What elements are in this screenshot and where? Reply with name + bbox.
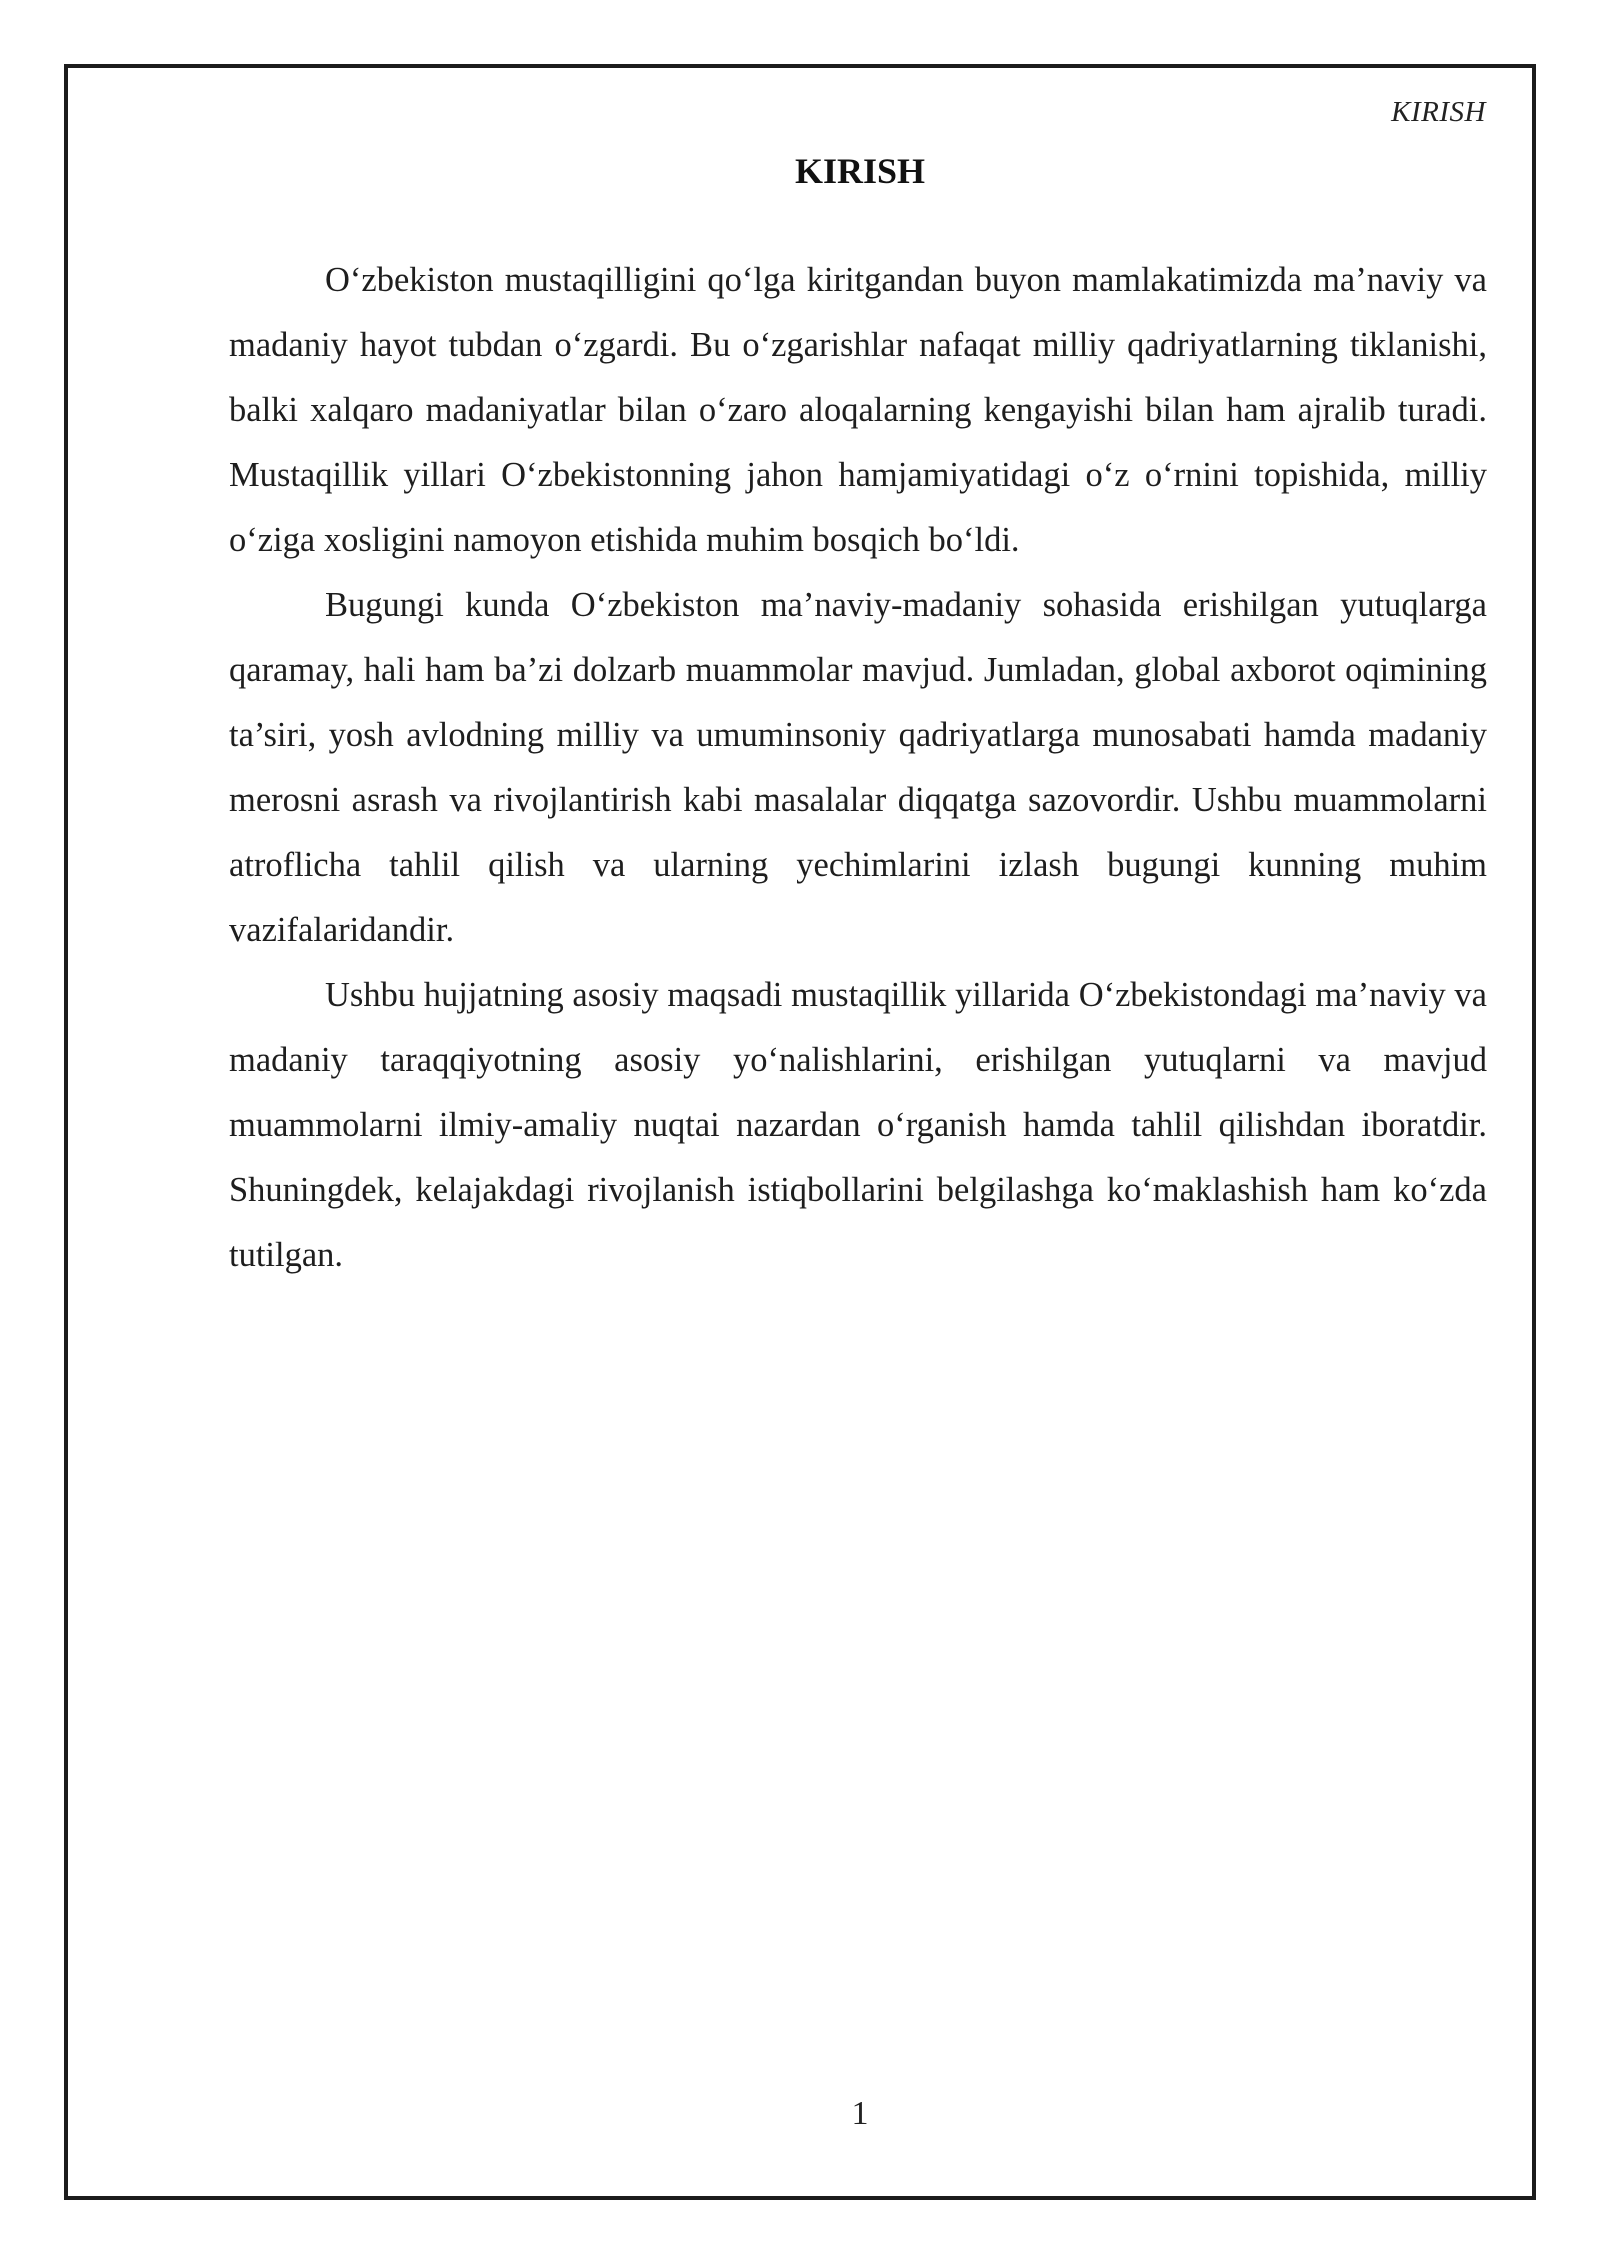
paragraph: Bugungi kunda O‘zbekiston ma’naviy-madaniy sohasida erishilgan yutuqlarga qaramay, hali ham ba’zi dolzarb muammolar mavjud. Jumladan, global axborot oqimining ta’siri, yosh avlodning milliy va umuminsoniy qadriyatlarga munosabati hamda madaniy merosni asrash va rivojlantirish kabi masalalar diqqatga sazovordir. Ushbu muammolarni atroflicha tahlil qilish va ularning yechimlarini izlash bugungi kunning muhim vazifalaridandir. — [229, 586, 1487, 949]
body-text — [229, 248, 1487, 1288]
paragraph: O‘zbekiston mustaqilligini qo‘lga kiritgandan buyon mamlakatimizda ma’naviy va madaniy hayot tubdan o‘zgardi. Bu o‘zgarishlar nafaqat milliy qadriyatlarning tiklanishi, balki xalqaro madaniyatlar bilan o‘zaro aloqalarning kengayishi bilan ham ajralib turadi. Mustaqillik yillari O‘zbekistonning jahon hamjamiyatidagi o‘z o‘rnini topishida, milliy o‘ziga xosligini namoyon etishida muhim bosqich bo‘ldi. — [229, 261, 1487, 559]
page-title: KIRISH — [794, 151, 926, 191]
running-header: KIRISH — [1391, 96, 1486, 128]
paragraph: Ushbu hujjatning asosiy maqsadi mustaqillik yillarida O‘zbekistondagi ma’naviy va madaniy taraqqiyotning asosiy yo‘nalishlarini, erishilgan yutuqlarni va mavjud muammolarni ilmiy-amaliy nuqtai nazardan o‘rganish hamda tahlil qilishdan iboratdir. Shuningdek, kelajakdagi rivojlanish istiqbollarini belgilashga ko‘maklashish ham ko‘zda tutilgan. — [229, 976, 1487, 1274]
page-number: 1 — [851, 2095, 869, 2132]
